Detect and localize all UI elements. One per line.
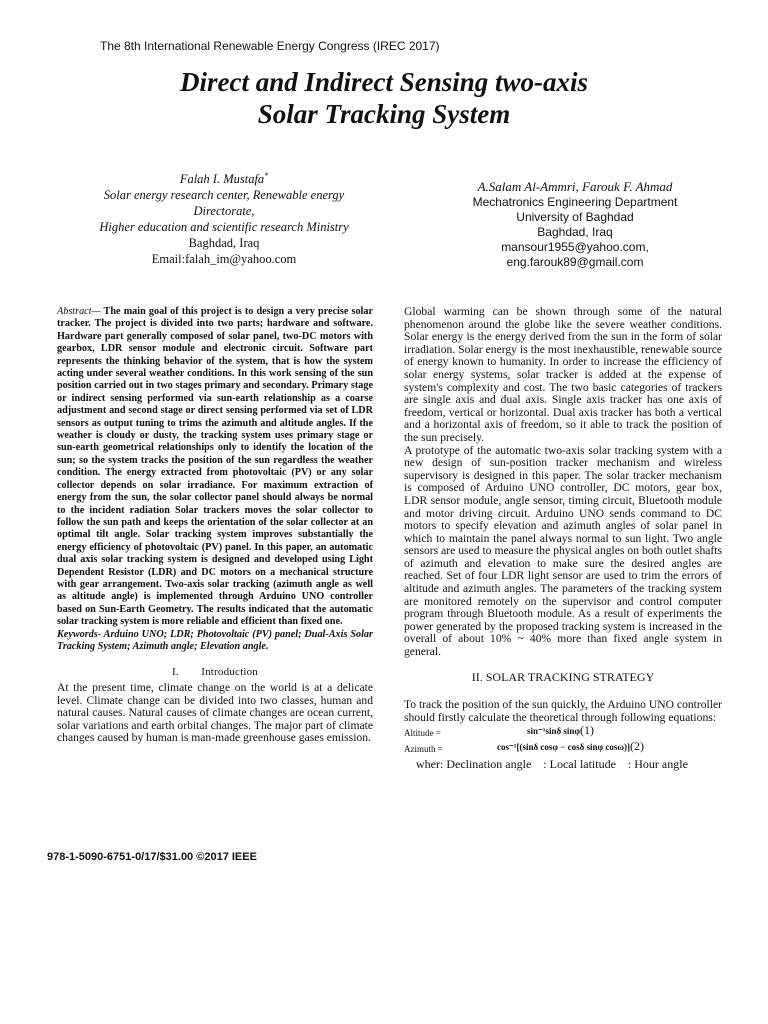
conference-header: The 8th International Renewable Energy Congress (IREC 2017) xyxy=(100,39,440,53)
author2-city: Baghdad, Iraq xyxy=(537,225,613,239)
author2-email-2: eng.farouk89@gmail.com xyxy=(506,255,644,269)
section-heading-solar-tracking: II. SOLAR TRACKING STRATEGY xyxy=(471,669,655,684)
introduction-paragraph: At the present time, climate change on the world is at a delicate level. Climate change can be divided into two classes, human and natural causes. Natural causes of climate changes are ocean current, solar variations and earth orbital changes. The major part of climate changes caused by human is man-made greenhouse gases emission. xyxy=(57,680,373,745)
abstract-lead: Abstract— xyxy=(57,306,101,317)
author1-email: Email:falah_im@yahoo.com xyxy=(151,252,297,267)
title-line-1: Direct and Indirect Sensing two-axis xyxy=(179,67,589,97)
paper-title xyxy=(0,66,768,130)
abstract-text: The main goal of this project is to design a very precise solar tracker. The project is divided into two parts; hardware and software. Hardware part generally composed of solar panel, two-DC motors with gearbox, LDR sensor module and electronic circuit. Software part represents the thinking behavior of the system, that is how the system acting under several weather conditions. In this work sensing of the sun position carried out in two stages primary and secondary. Primary stage or indirect sensing performed via sun-earth relationship as a coarse adjustment and second stage or direct sensing performed via set of LDR sensors as output tuning to trims the azimuth and altitude angles. If the weather is cloudy or dusty, the tracking system uses primary stage or sun-earth geometrical relationships only to identify the location of the sun; so the system tracks the position of the sun regardless the weather condition. The energy extracted from photovoltaic (PV) or any solar collector depends on solar irradiance. For maximum extraction of energy from the sun, the solar collector panel should always be normal to the incident radiation Solar trackers moves the solar collector to follow the sun path and keeps the orientation of the solar collector at an optimal tilt angle. Solar tracking system improves substantially the energy efficiency of photovoltaic (PV) panel. In this paper, an automatic dual axis solar tracking system is designed and developed using Light Dependent Resistor (LDR) and DC motors on a mechanical structure with gear arrangement. Two-axis solar tracking (azimuth angle as well as altitude angle) is implemented through Arduino UNO controller based on Sun-Earth Geometry. The results indicated that the automatic solar tracking system is more reliable and efficient than fixed one. xyxy=(57,306,373,628)
equation-azimuth xyxy=(404,740,722,756)
author2-name: A.Salam Al-Ammri, Farouk F. Ahmad xyxy=(477,179,673,194)
author1-affiliation-3: Higher education and scientific research Ministry xyxy=(99,220,349,235)
author1-affiliation-2: Directorate, xyxy=(193,204,255,219)
equation-1-label: Altitude = xyxy=(404,728,441,739)
equation-2-label: Azimuth = xyxy=(404,744,443,755)
author-block-1 xyxy=(40,168,408,267)
abstract xyxy=(57,306,373,629)
right-paragraph-3: To track the position of the sun quickly, the Arduino UNO controller should firstly calculate the theoretical through following equations: xyxy=(404,698,722,724)
author1-affiliation-1: Solar energy research center, Renewable energy xyxy=(103,188,345,203)
equation-variable-definitions: wher: Declination angle : Local latitude : Hour angle xyxy=(416,757,688,772)
right-paragraph-2: A prototype of the automatic two-axis solar tracking system with a new design of sun-position tracker mechanism and wireless supervisory is designed in this paper. The solar tracker mechanism is composed of Arduino UNO controller, DC motors, gear box, LDR sensor module, angle sensor, timing circuit, Bluetooth module and motor driving circuit. Arduino UNO sends command to DC motors to specify elevation and azimuth angles of solar panel in which to maintain the panel always normal to sun light. Two angle sensors are used to measure the physical angles on both outlet shafts of azimuth and elevation to make sure the desired angles are reached. Set of four LDR light sensor are used to trim the errors of altitude and azimuth angles. The parameters of the tracking system are monitored remotely on the supervisor and control computer program through Bluetooth module. As a result of experiments the power generated by the proposed tracking system is increased in the overall of about 10% ~ 40% more than fixed angle system in general. xyxy=(404,443,722,659)
author2-department: Mechatronics Engineering Department xyxy=(472,195,678,209)
keywords: Keywords- Arduino UNO; LDR; Photovoltaic (PV) panel; Dual-Axis Solar Tracking System; Azimuth angle; Elevation angle. xyxy=(57,628,373,652)
author2-university: University of Baghdad xyxy=(516,210,634,224)
equation-2-number: (2) xyxy=(629,739,644,754)
left-column xyxy=(57,306,373,745)
author2-email-1: mansour1955@yahoo.com, xyxy=(501,240,649,254)
right-paragraph-1: Global warming can be shown through some of the natural phenomenon around the globe like the severe weather conditions. Solar energy is the energy derived from the sun in the form of solar irradiation. Solar energy is the most inexhaustible, renewable source of energy known to humanity. In order to increase the efficiency of solar energy systems, solar tracker is added at the expense of system's complexity and cost. The two basic categories of trackers are single axis and dual axis. Single axis tracker has one axis of freedom, vertical or horizontal. Dual axis tracker has both a vertical and a horizontal axis of freedom, so it able to track the position of the sun precisely. xyxy=(404,305,722,444)
equation-altitude xyxy=(404,724,722,740)
section-heading-introduction: I. Introduction xyxy=(172,666,258,679)
equation-2-expression: cos⁻¹[(sinδ cosφ − cosδ sinφ cosω)](2) xyxy=(497,739,644,754)
equation-1-expression: sin⁻¹sinδ sinφ(1) xyxy=(527,723,595,738)
title-line-2: Solar Tracking System xyxy=(257,99,511,129)
equation-1-number: (1) xyxy=(580,723,595,738)
copyright-notice: 978-1-5090-6751-0/17/$31.00 ©2017 IEEE xyxy=(47,851,257,863)
right-column xyxy=(404,306,722,771)
author-block-2 xyxy=(405,179,745,270)
author1-name: Falah I. Mustafa* xyxy=(179,171,269,187)
author1-city: Baghdad, Iraq xyxy=(188,236,260,251)
